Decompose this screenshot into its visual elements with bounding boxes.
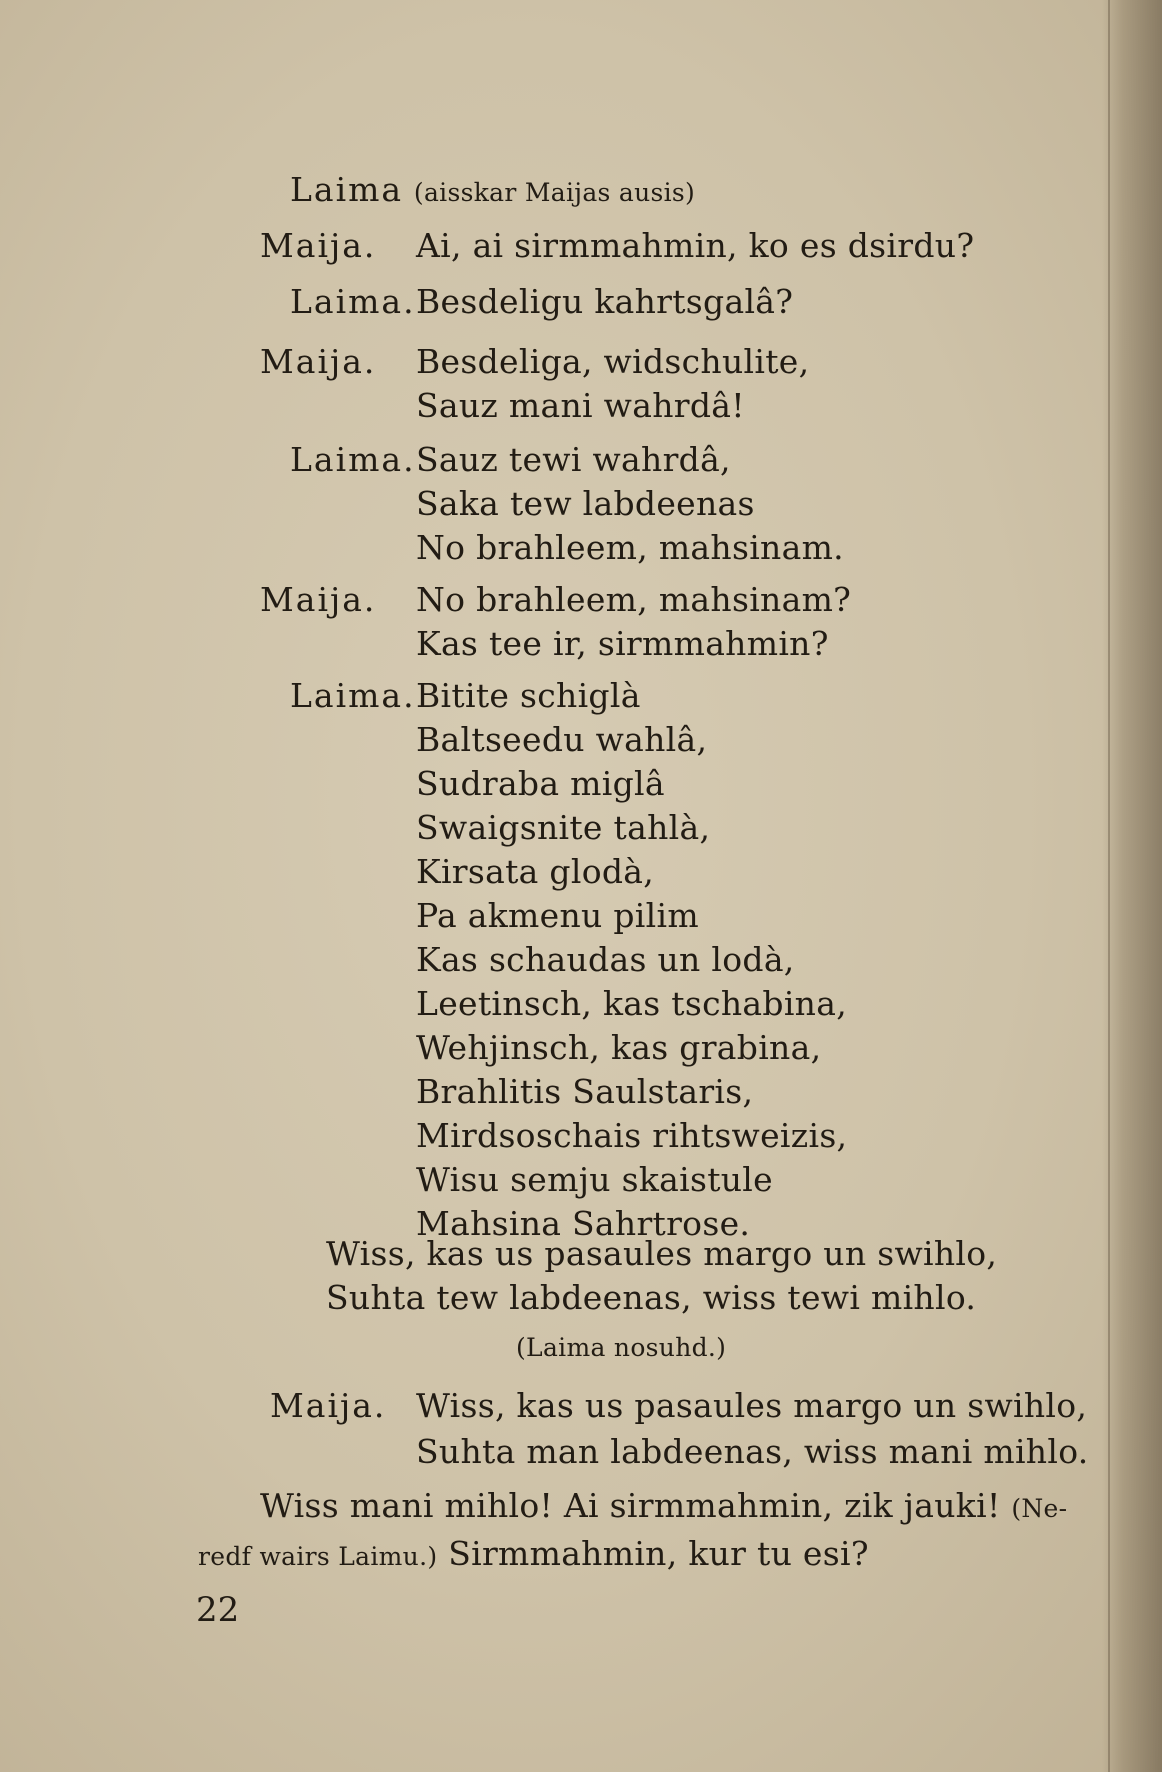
- speaker-label: Laima.: [290, 282, 416, 321]
- page-gutter-shadow: [1102, 0, 1162, 1772]
- prose-stage-direction: redf wairs Laimu.): [198, 1542, 438, 1571]
- speaker-label: Maija.: [260, 580, 377, 619]
- page-number: 22: [196, 1590, 240, 1630]
- heading-speaker: Laima: [290, 170, 404, 209]
- verse-line: Kas tee ir, sirmmahmin?: [416, 624, 829, 663]
- verse-line: Suhta man labdeenas, wiss mani mihlo.: [416, 1432, 1089, 1471]
- heading-stage-direction: (aisskar Maijas ausis): [413, 178, 696, 207]
- verse-line: Bitite schiglà: [416, 676, 641, 715]
- verse-line: Sauz mani wahrdâ!: [416, 386, 745, 425]
- verse-line: Besdeligu kahrtsgalâ?: [416, 282, 794, 321]
- verse-line: Baltseedu wahlâ,: [416, 720, 708, 759]
- verse-line: Mirdsoschais rihtsweizis,: [416, 1116, 848, 1155]
- speaker-label: Maija.: [270, 1386, 387, 1425]
- verse-line: Saka tew labdeenas: [416, 484, 755, 523]
- stage-direction: (Laima nosuhd.): [516, 1333, 727, 1362]
- speaker-label: Laima.: [290, 440, 416, 479]
- couplet-line: Wiss, kas us pasaules margo un swihlo,: [326, 1234, 998, 1273]
- page-gutter-edge: [1108, 0, 1110, 1772]
- prose-stage-direction: (Ne-: [1011, 1494, 1068, 1523]
- speaker-label: Maija.: [260, 342, 377, 381]
- verse-line: No brahleem, mahsinam?: [416, 580, 852, 619]
- verse-line: Sudraba miglâ: [416, 764, 665, 803]
- speaker-label: Maija.: [260, 226, 377, 265]
- verse-line: Wisu semju skaistule: [416, 1160, 773, 1199]
- verse-line: Wehjinsch, kas grabina,: [416, 1028, 822, 1067]
- verse-line: Mahsina Sahrtrose.: [416, 1204, 751, 1243]
- prose-text: Wiss mani mihlo! Ai sirmmahmin, zik jauki!: [260, 1486, 1001, 1525]
- couplet-line: Suhta tew labdeenas, wiss tewi mihlo.: [326, 1278, 977, 1317]
- scene-heading: [290, 170, 695, 213]
- prose-line: [198, 1534, 869, 1577]
- verse-line: Besdeliga, widschulite,: [416, 342, 810, 381]
- verse-line: Wiss, kas us pasaules margo un swihlo,: [416, 1386, 1088, 1425]
- verse-line: Kirsata glodà,: [416, 852, 655, 891]
- speaker-label: Laima.: [290, 676, 416, 715]
- verse-line: No brahleem, mahsinam.: [416, 528, 844, 567]
- verse-line: Sauz tewi wahrdâ,: [416, 440, 731, 479]
- prose-text: Sirmmahmin, kur tu esi?: [448, 1534, 869, 1573]
- verse-line: Ai, ai sirmmahmin, ko es dsirdu?: [416, 226, 975, 265]
- prose-line: [260, 1486, 1067, 1529]
- verse-line: Swaigsnite tahlà,: [416, 808, 711, 847]
- verse-line: Brahlitis Saulstaris,: [416, 1072, 754, 1111]
- verse-line: Pa akmenu pilim: [416, 896, 699, 935]
- verse-line: Kas schaudas un lodà,: [416, 940, 795, 979]
- verse-line: Leetinsch, kas tschabina,: [416, 984, 847, 1023]
